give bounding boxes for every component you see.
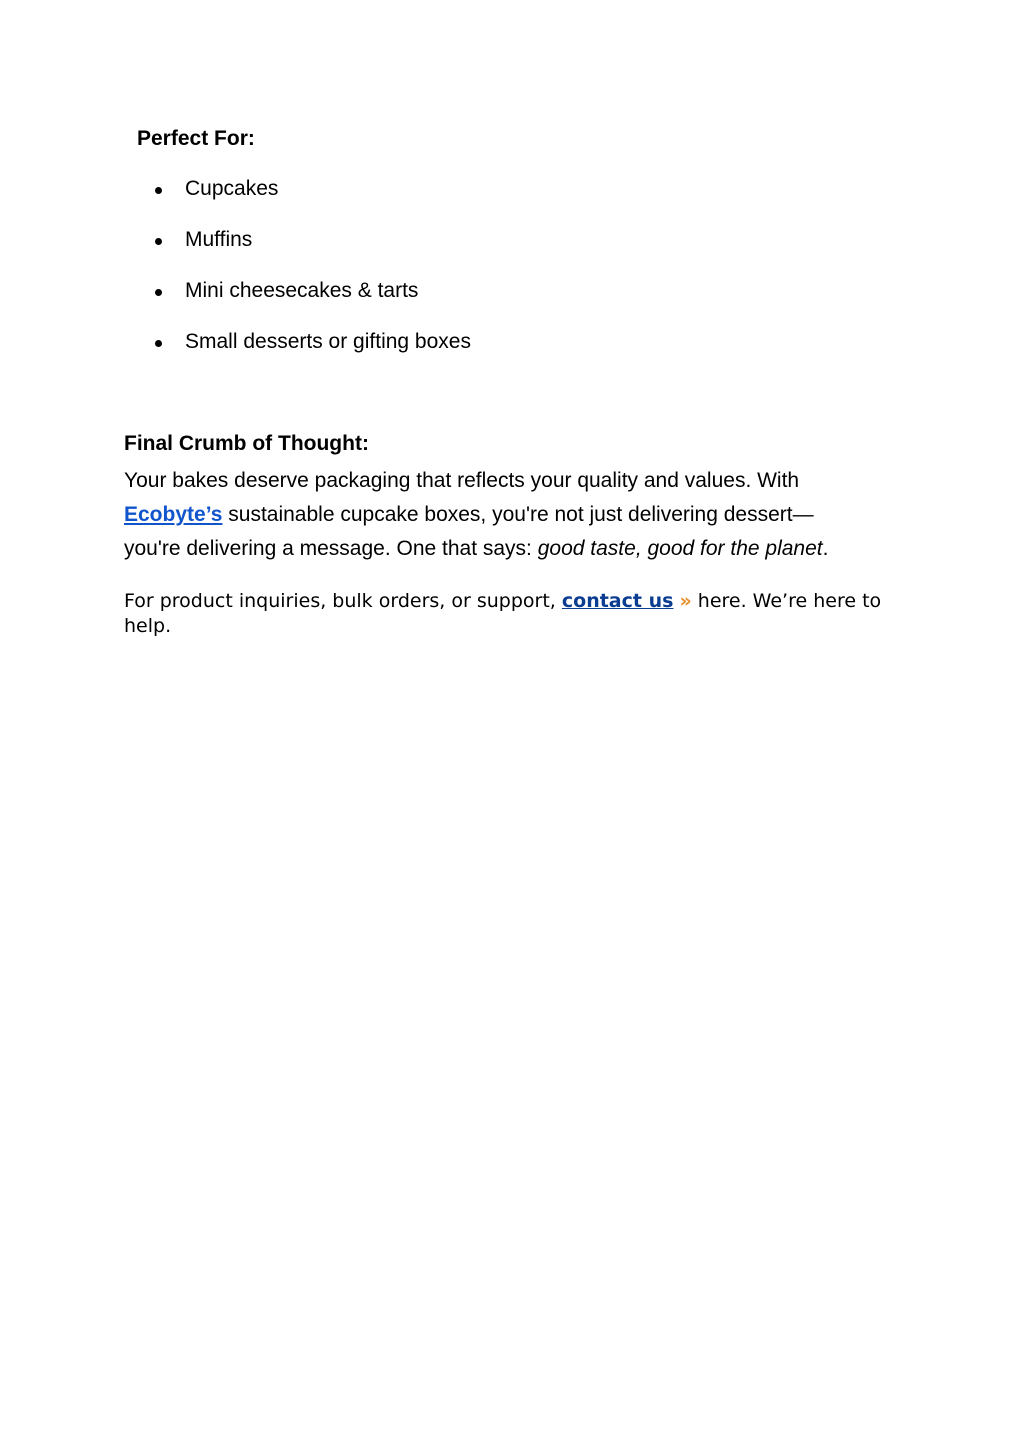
list-item xyxy=(0,278,1023,329)
final-thought-heading: Final Crumb of Thought: xyxy=(124,432,369,455)
list-item-text: Cupcakes xyxy=(185,177,279,200)
bullet-icon xyxy=(155,187,162,194)
tagline-text: good taste, good for the planet xyxy=(537,537,823,560)
list-item-text: Small desserts or gifting boxes xyxy=(185,330,471,353)
double-chevron-right-icon: » xyxy=(679,590,692,612)
bullet-icon xyxy=(155,238,162,245)
list-item xyxy=(0,176,1023,227)
bullet-icon xyxy=(155,289,162,296)
paragraph-text: you're delivering a message. One that says: xyxy=(124,537,538,560)
list-item-text: Muffins xyxy=(185,228,253,251)
contact-us-link[interactable]: contact us xyxy=(561,590,674,612)
contact-text: here. We’re here to help. xyxy=(124,590,882,637)
paragraph-text: . xyxy=(822,537,829,560)
contact-text: For product inquiries, bulk orders, or support, xyxy=(124,590,562,612)
paragraph-text: sustainable cupcake boxes, you're not just delivering dessert— xyxy=(222,503,814,526)
list-item xyxy=(0,329,1023,380)
final-thought-paragraph xyxy=(124,464,884,566)
perfect-for-list xyxy=(0,176,1023,380)
list-item xyxy=(0,227,1023,278)
perfect-for-heading: Perfect For: xyxy=(137,127,255,150)
list-item-text: Mini cheesecakes & tarts xyxy=(185,279,419,302)
ecobyte-link[interactable]: Ecobyte’s xyxy=(124,503,223,526)
paragraph-text: Your bakes deserve packaging that reflects your quality and values. With xyxy=(124,469,800,492)
bullet-icon xyxy=(155,340,162,347)
contact-paragraph xyxy=(124,589,899,639)
